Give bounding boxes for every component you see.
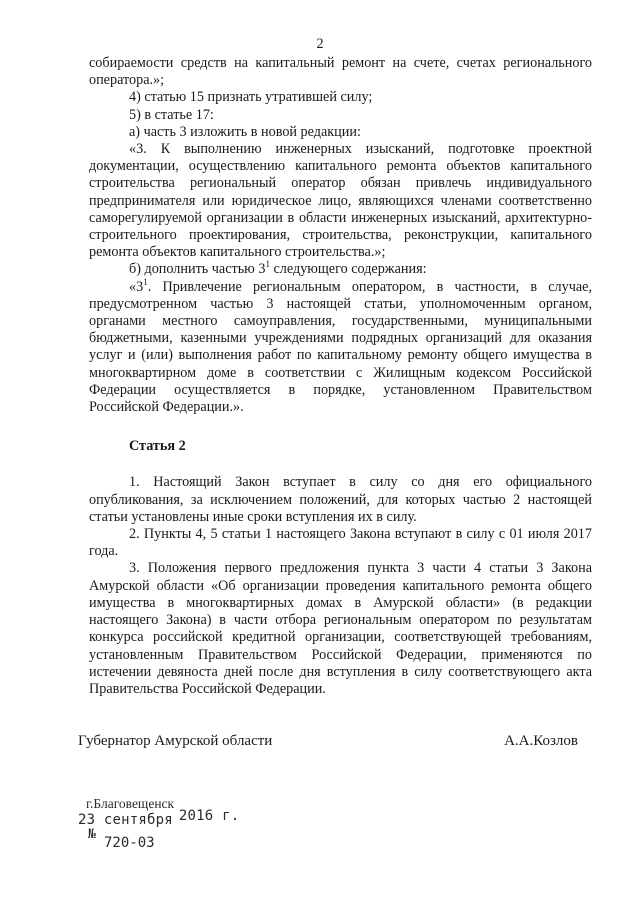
subitem-b-text: б) дополнить частью 3	[129, 261, 266, 278]
issue-date-day: 23 сентября	[78, 812, 173, 828]
part-3-1-number: «3	[129, 278, 144, 295]
signature-block	[78, 733, 578, 750]
part-3-1-body: . Привлечение региональным оператором, в частности, в случае, предусмотренном частью 3 настоящей статьи, уполномоченным органом, органами местного самоуправления, государственными, муниципальными бюджетными, казенными учреждениями подрядных организаций для оказания услуг и (или) выполнения работ по капитальному ремонту общего имущества в многоквартирном доме в соответствии с Жилищным кодексом Российской Федерации осуществляется в порядке, установленном Правительством Российской Федерации.».	[89, 278, 592, 416]
signatory-name: А.А.Козлов	[504, 733, 578, 749]
superscript: 1	[143, 276, 148, 287]
article-heading: Статья 2	[129, 438, 186, 455]
paragraph-item-5: 5) в статье 17:	[129, 106, 214, 123]
paragraph-subitem-a: а) часть 3 изложить в новой редакции:	[129, 123, 361, 140]
signatory-title: Губернатор Амурской области	[78, 733, 273, 749]
paragraph-subitem-b	[89, 261, 592, 278]
issue-date	[78, 808, 240, 829]
paragraph-continuation: собираемости средств на капитальный ремонт на счете, счетах регионального оператора.»;	[89, 55, 592, 89]
superscript: 1	[265, 259, 270, 270]
paragraph-part-3-text: «3. К выполнению инженерных изысканий, подготовке проектной документации, осуществлению капитального ремонта объектов капитального строительства региональный оператор обязан привлечь индивидуального предпринимателя или юридическое лицо, являющихся членами соответственно саморегулируемой организации в области инженерных изысканий, архитектурно-строительного проектирования, строительства, реконструкции, капитального ремонта объектов капитального строительства.»;	[89, 141, 592, 261]
number-sign: №	[88, 827, 96, 842]
issue-place: г.Благовещенск	[86, 796, 175, 811]
document-body	[89, 55, 592, 698]
issue-year: 2016 г.	[178, 808, 240, 824]
article-2-paragraph-3: 3. Положения первого предложения пункта 3 части 4 статьи 3 Закона Амурской области «Об организации проведения капитального ремонта общего имущества в многоквартирных домах в Амурской области» (в редакции настоящего Закона) в части отбора региональным оператором по результатам конкурса российской кредитной организации, соответствующей требованиям, установленным Правительством Российской Федерации, применяются по истечении девяноста дней после дня вступления в силу соответствующего акта Правительства Российской Федерации.	[89, 560, 592, 697]
article-2-paragraph-1: 1. Настоящий Закон вступает в силу со дня его официального опубликования, за исключением положений, для которых частью 2 настоящей статьи установлены иные сроки вступления их в силу.	[89, 474, 592, 525]
subitem-b-text-end: следующего содержания:	[269, 261, 427, 278]
registration-number: 720-03	[104, 835, 155, 851]
paragraph-item-4: 4) статью 15 признать утратившей силу;	[129, 89, 373, 106]
article-2-paragraph-2: 2. Пункты 4, 5 статьи 1 настоящего Закона вступают в силу с 01 июля 2017 года.	[89, 526, 592, 560]
page-number: 2	[316, 36, 324, 52]
paragraph-part-3-1-text	[89, 276, 592, 417]
